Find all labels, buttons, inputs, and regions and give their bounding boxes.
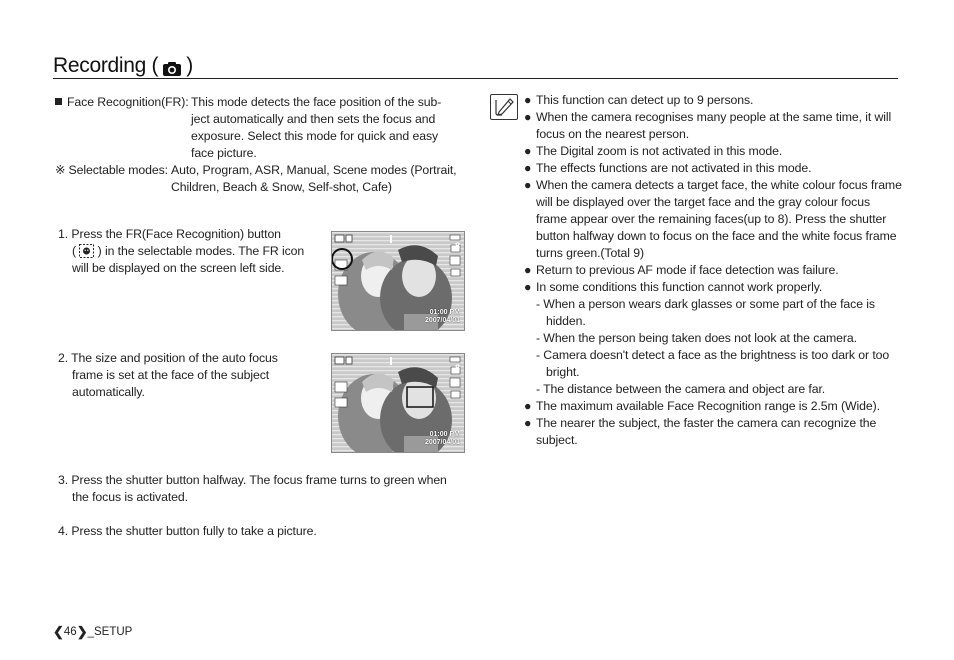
step-1 [58,226,323,277]
list-item [524,279,902,398]
footer-section: _SETUP [87,626,133,638]
screen-date: 2007/04/01 [424,317,460,324]
notes-list [524,92,902,449]
step1-line2-post: ) in the selectable modes. The FR icon [97,244,305,258]
step3-line: the focus is activated. [72,490,188,504]
list-item [524,109,902,143]
page-footer [53,624,132,640]
note-text: The effects functions are not activated in this mode. [536,161,812,175]
fr-desc-line: face picture. [191,146,257,160]
selectable-label: ※ Selectable modes: [55,163,168,177]
bullet: ● [524,178,532,192]
fr-desc-line: This mode detects the face position of the sub- [191,95,442,109]
bullet: ● [524,144,532,158]
step-3 [58,472,478,506]
list-item [524,398,902,415]
title-close: ) [186,54,193,77]
screen-date: 2007/04/01 [424,439,460,446]
selectable-line: Auto, Program, ASR, Manual, Scene modes (Portrait, [171,163,457,177]
bullet: ● [524,263,532,277]
selectable-line: Children, Beach & Snow, Self-shot, Cafe) [171,180,392,194]
screen-time: 01:00 PM [429,309,460,316]
face-recognition-button-icon [79,244,94,258]
step2-line: frame is set at the face of the subject [72,368,270,382]
bullet: ● [524,161,532,175]
note-text: Return to previous AF mode if face detection was failure. [536,263,839,277]
screen-time: 01:00 PM [429,431,460,438]
note-text: This function can detect up to 9 persons. [536,93,754,107]
step1-line: 1. Press the FR(Face Recognition) button [58,227,281,241]
bullet: ● [524,93,532,107]
shot-count: 8 [454,241,460,251]
note-text: The Digital zoom is not activated in this mode. [536,144,783,158]
list-item [524,415,902,449]
square-bullet-icon [55,98,62,105]
screen-datetime [425,309,460,325]
left-bracket-icon: ❮ [53,624,64,639]
camera-screen-1 [331,231,465,331]
right-bracket-icon: ❯ [76,624,88,639]
note-pencil-icon [490,94,518,120]
fr-desc-line: exposure. Select this mode for quick and easy [191,129,439,143]
page-number: 46 [63,626,77,638]
fr-label: Face Recognition(FR): [67,95,189,109]
bullet: ● [524,110,532,124]
bullet: ● [524,399,532,413]
page-title [53,54,193,78]
step2-line: automatically. [72,385,145,399]
fr-description [55,94,465,196]
title-rule [53,78,898,79]
step1-line2-pre: ( [72,244,76,258]
screen-datetime [425,431,460,447]
sub-item: - Camera doesn't detect a face as the brightness is too dark or too bright. [536,348,890,379]
note-text: When the camera recognises many people at the same time, it will focus on the nearest person. [536,110,892,141]
camera-icon [162,59,182,75]
step-4: 4. Press the shutter button fully to take a picture. [58,524,317,538]
camera-screen-2 [331,353,465,453]
bullet: ● [524,280,532,294]
list-item [524,160,902,177]
note-text: In some conditions this function cannot work properly. [536,280,823,294]
bullet: ● [524,416,532,430]
step2-line: 2. The size and position of the auto focus [58,351,278,365]
sub-item: - When a person wears dark glasses or some part of the face is hidden. [536,297,875,328]
fr-desc-line: ject automatically and then sets the focus and [191,112,436,126]
step-2 [58,350,323,401]
note-text: When the camera detects a target face, the white colour focus frame will be displayed over the target face and the gray colour focus frame appear over the remaining faces(up to 8). Press the shutter button halfway down to focus on the face and the white focus frame turns green.(Total 9) [536,178,902,260]
sub-item: - When the person being taken does not look at the camera. [536,331,857,345]
list-item [524,92,902,109]
list-item [524,143,902,160]
list-item [524,177,902,262]
step1-line: will be displayed on the screen left side. [72,261,285,275]
step3-line: 3. Press the shutter button halfway. The focus frame turns to green when [58,473,447,487]
note-text: The nearer the subject, the faster the camera can recognize the subject. [536,416,877,447]
list-item [524,262,902,279]
shot-count: 8 [454,363,460,373]
note-text: The maximum available Face Recognition range is 2.5m (Wide). [536,399,880,413]
sub-item: - The distance between the camera and object are far. [536,382,826,396]
title-text: Recording ( [53,54,159,77]
